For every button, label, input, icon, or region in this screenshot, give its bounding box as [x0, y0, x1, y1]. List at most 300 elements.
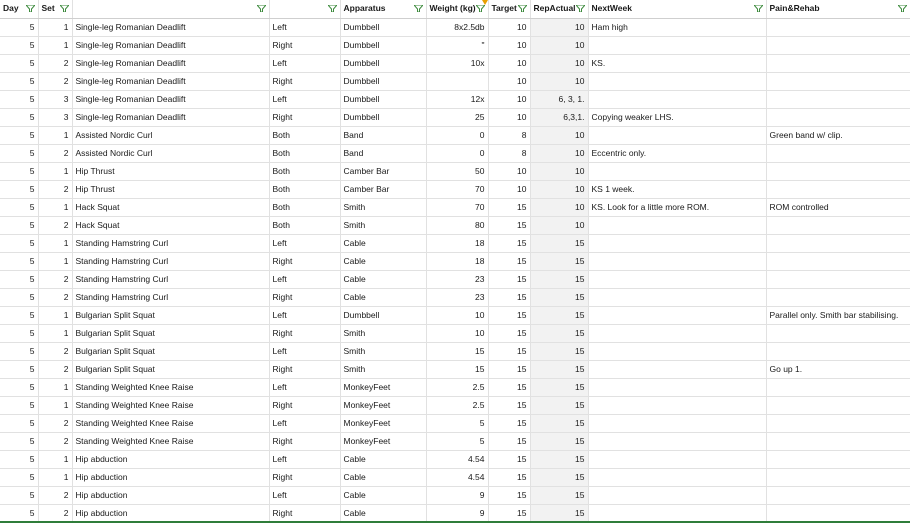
cell-next-week[interactable]: KS. [588, 54, 766, 72]
cell-exercise[interactable]: Single-leg Romanian Deadlift [72, 18, 269, 36]
cell-target[interactable]: 15 [488, 468, 530, 486]
cell-side[interactable]: Both [269, 216, 340, 234]
cell-next-week[interactable] [588, 450, 766, 468]
cell-set[interactable]: 2 [38, 72, 72, 90]
cell-day[interactable]: 5 [0, 342, 38, 360]
cell-exercise[interactable]: Bulgarian Split Squat [72, 324, 269, 342]
cell-exercise[interactable]: Assisted Nordic Curl [72, 144, 269, 162]
cell-pain-rehab[interactable] [766, 90, 910, 108]
cell-next-week[interactable]: Eccentric only. [588, 144, 766, 162]
cell-apparatus[interactable]: Dumbbell [340, 72, 426, 90]
cell-rep-actual[interactable]: 15 [530, 234, 588, 252]
cell-side[interactable]: Both [269, 162, 340, 180]
cell-day[interactable]: 5 [0, 108, 38, 126]
cell-set[interactable]: 2 [38, 144, 72, 162]
cell-set[interactable]: 1 [38, 324, 72, 342]
cell-rep-actual[interactable]: 15 [530, 252, 588, 270]
cell-target[interactable]: 10 [488, 72, 530, 90]
cell-day[interactable]: 5 [0, 252, 38, 270]
cell-set[interactable]: 2 [38, 180, 72, 198]
cell-set[interactable]: 1 [38, 18, 72, 36]
cell-side[interactable]: Right [269, 396, 340, 414]
cell-target[interactable]: 15 [488, 270, 530, 288]
cell-pain-rehab[interactable] [766, 378, 910, 396]
cell-target[interactable]: 15 [488, 324, 530, 342]
cell-weight[interactable]: 2.5 [426, 396, 488, 414]
cell-exercise[interactable]: Bulgarian Split Squat [72, 306, 269, 324]
cell-exercise[interactable]: Hip Thrust [72, 162, 269, 180]
cell-day[interactable]: 5 [0, 450, 38, 468]
cell-weight[interactable]: 80 [426, 216, 488, 234]
cell-set[interactable]: 2 [38, 342, 72, 360]
cell-set[interactable]: 1 [38, 252, 72, 270]
column-header-rep-actual[interactable] [530, 0, 588, 18]
cell-day[interactable]: 5 [0, 486, 38, 504]
column-header-day[interactable] [0, 0, 38, 18]
cell-set[interactable]: 3 [38, 90, 72, 108]
cell-apparatus[interactable]: Cable [340, 504, 426, 522]
cell-apparatus[interactable]: Smith [340, 342, 426, 360]
cell-exercise[interactable]: Standing Hamstring Curl [72, 234, 269, 252]
cell-exercise[interactable]: Standing Weighted Knee Raise [72, 414, 269, 432]
cell-day[interactable]: 5 [0, 288, 38, 306]
filter-icon[interactable] [60, 5, 69, 12]
cell-side[interactable]: Left [269, 234, 340, 252]
cell-rep-actual[interactable]: 15 [530, 396, 588, 414]
cell-side[interactable]: Right [269, 324, 340, 342]
cell-target[interactable]: 10 [488, 18, 530, 36]
cell-exercise[interactable]: Hip abduction [72, 450, 269, 468]
cell-rep-actual[interactable]: 6,3,1. [530, 108, 588, 126]
cell-rep-actual[interactable]: 10 [530, 54, 588, 72]
cell-day[interactable]: 5 [0, 468, 38, 486]
cell-rep-actual[interactable]: 10 [530, 36, 588, 54]
cell-set[interactable]: 1 [38, 378, 72, 396]
cell-apparatus[interactable]: Smith [340, 360, 426, 378]
cell-apparatus[interactable]: Smith [340, 324, 426, 342]
cell-pain-rehab[interactable]: Go up 1. [766, 360, 910, 378]
cell-next-week[interactable] [588, 72, 766, 90]
cell-set[interactable]: 1 [38, 468, 72, 486]
cell-next-week[interactable] [588, 342, 766, 360]
cell-exercise[interactable]: Hip abduction [72, 468, 269, 486]
cell-side[interactable]: Right [269, 36, 340, 54]
cell-next-week[interactable] [588, 486, 766, 504]
cell-pain-rehab[interactable] [766, 504, 910, 522]
cell-pain-rehab[interactable] [766, 252, 910, 270]
cell-pain-rehab[interactable] [766, 18, 910, 36]
cell-rep-actual[interactable]: 10 [530, 198, 588, 216]
cell-exercise[interactable]: Single-leg Romanian Deadlift [72, 108, 269, 126]
cell-exercise[interactable]: Single-leg Romanian Deadlift [72, 90, 269, 108]
column-header-exercise[interactable] [72, 0, 269, 18]
cell-rep-actual[interactable]: 10 [530, 216, 588, 234]
column-header-side[interactable] [269, 0, 340, 18]
cell-exercise[interactable]: Single-leg Romanian Deadlift [72, 36, 269, 54]
cell-exercise[interactable]: Standing Hamstring Curl [72, 252, 269, 270]
cell-apparatus[interactable]: Band [340, 144, 426, 162]
cell-day[interactable]: 5 [0, 36, 38, 54]
cell-weight[interactable]: 0 [426, 144, 488, 162]
cell-next-week[interactable] [588, 306, 766, 324]
cell-rep-actual[interactable]: 15 [530, 360, 588, 378]
cell-side[interactable]: Left [269, 486, 340, 504]
cell-target[interactable]: 10 [488, 90, 530, 108]
cell-rep-actual[interactable]: 15 [530, 378, 588, 396]
cell-side[interactable]: Left [269, 270, 340, 288]
cell-target[interactable]: 15 [488, 432, 530, 450]
cell-exercise[interactable]: Single-leg Romanian Deadlift [72, 72, 269, 90]
cell-set[interactable]: 2 [38, 360, 72, 378]
filter-icon[interactable] [898, 5, 907, 12]
cell-apparatus[interactable]: Cable [340, 252, 426, 270]
cell-rep-actual[interactable]: 15 [530, 414, 588, 432]
filter-icon[interactable] [328, 5, 337, 12]
cell-next-week[interactable] [588, 90, 766, 108]
column-header-apparatus[interactable] [340, 0, 426, 18]
column-header-set[interactable] [38, 0, 72, 18]
column-header-weight[interactable] [426, 0, 488, 18]
cell-rep-actual[interactable]: 10 [530, 144, 588, 162]
cell-next-week[interactable] [588, 468, 766, 486]
cell-set[interactable]: 2 [38, 486, 72, 504]
cell-pain-rehab[interactable] [766, 468, 910, 486]
cell-weight[interactable]: 5 [426, 432, 488, 450]
cell-target[interactable]: 15 [488, 504, 530, 522]
cell-rep-actual[interactable]: 15 [530, 432, 588, 450]
cell-weight[interactable]: 23 [426, 270, 488, 288]
cell-next-week[interactable]: KS. Look for a little more ROM. [588, 198, 766, 216]
cell-rep-actual[interactable]: 10 [530, 72, 588, 90]
cell-exercise[interactable]: Assisted Nordic Curl [72, 126, 269, 144]
cell-weight[interactable]: 4.54 [426, 468, 488, 486]
cell-weight[interactable]: 70 [426, 180, 488, 198]
cell-day[interactable]: 5 [0, 144, 38, 162]
cell-set[interactable]: 2 [38, 54, 72, 72]
cell-pain-rehab[interactable] [766, 432, 910, 450]
cell-next-week[interactable] [588, 360, 766, 378]
cell-exercise[interactable]: Hip abduction [72, 486, 269, 504]
cell-exercise[interactable]: Single-leg Romanian Deadlift [72, 54, 269, 72]
column-header-pain-rehab[interactable] [766, 0, 910, 18]
cell-target[interactable]: 15 [488, 198, 530, 216]
cell-target[interactable]: 15 [488, 216, 530, 234]
cell-pain-rehab[interactable] [766, 72, 910, 90]
cell-weight[interactable]: 2.5 [426, 378, 488, 396]
filter-icon[interactable] [257, 5, 266, 12]
cell-apparatus[interactable]: MonkeyFeet [340, 396, 426, 414]
cell-rep-actual[interactable]: 15 [530, 288, 588, 306]
cell-pain-rehab[interactable] [766, 486, 910, 504]
cell-side[interactable]: Right [269, 468, 340, 486]
cell-pain-rehab[interactable] [766, 162, 910, 180]
cell-day[interactable]: 5 [0, 162, 38, 180]
cell-pain-rehab[interactable] [766, 342, 910, 360]
cell-next-week[interactable]: Ham high [588, 18, 766, 36]
cell-set[interactable]: 2 [38, 216, 72, 234]
cell-day[interactable]: 5 [0, 54, 38, 72]
cell-side[interactable]: Left [269, 450, 340, 468]
cell-side[interactable]: Left [269, 378, 340, 396]
cell-pain-rehab[interactable] [766, 144, 910, 162]
cell-next-week[interactable] [588, 162, 766, 180]
cell-pain-rehab[interactable] [766, 234, 910, 252]
cell-target[interactable]: 15 [488, 342, 530, 360]
cell-rep-actual[interactable]: 6, 3, 1. [530, 90, 588, 108]
cell-exercise[interactable]: Standing Hamstring Curl [72, 270, 269, 288]
cell-next-week[interactable] [588, 126, 766, 144]
cell-apparatus[interactable]: Dumbbell [340, 90, 426, 108]
cell-rep-actual[interactable]: 15 [530, 486, 588, 504]
cell-weight[interactable]: 23 [426, 288, 488, 306]
cell-pain-rehab[interactable] [766, 180, 910, 198]
cell-day[interactable]: 5 [0, 306, 38, 324]
cell-exercise[interactable]: Hip abduction [72, 504, 269, 522]
cell-target[interactable]: 8 [488, 144, 530, 162]
cell-day[interactable]: 5 [0, 360, 38, 378]
cell-day[interactable]: 5 [0, 126, 38, 144]
cell-target[interactable]: 15 [488, 252, 530, 270]
filter-icon[interactable] [414, 5, 423, 12]
cell-next-week[interactable] [588, 504, 766, 522]
cell-day[interactable]: 5 [0, 180, 38, 198]
cell-set[interactable]: 1 [38, 306, 72, 324]
cell-set[interactable]: 1 [38, 162, 72, 180]
cell-side[interactable]: Right [269, 504, 340, 522]
cell-next-week[interactable] [588, 36, 766, 54]
cell-set[interactable]: 2 [38, 288, 72, 306]
cell-weight[interactable]: 18 [426, 252, 488, 270]
cell-target[interactable]: 15 [488, 450, 530, 468]
cell-target[interactable]: 10 [488, 162, 530, 180]
cell-weight[interactable]: 12x [426, 90, 488, 108]
cell-pain-rehab[interactable] [766, 54, 910, 72]
cell-weight[interactable]: 15 [426, 360, 488, 378]
cell-target[interactable]: 10 [488, 36, 530, 54]
cell-side[interactable]: Both [269, 126, 340, 144]
cell-rep-actual[interactable]: 10 [530, 126, 588, 144]
cell-next-week[interactable] [588, 378, 766, 396]
cell-rep-actual[interactable]: 10 [530, 18, 588, 36]
cell-target[interactable]: 15 [488, 414, 530, 432]
cell-set[interactable]: 1 [38, 126, 72, 144]
cell-apparatus[interactable]: Dumbbell [340, 108, 426, 126]
cell-apparatus[interactable]: Cable [340, 270, 426, 288]
cell-pain-rehab[interactable] [766, 108, 910, 126]
filter-icon[interactable] [476, 5, 485, 12]
cell-pain-rehab[interactable] [766, 450, 910, 468]
cell-weight[interactable]: 10x [426, 54, 488, 72]
cell-set[interactable]: 1 [38, 198, 72, 216]
cell-rep-actual[interactable]: 15 [530, 504, 588, 522]
cell-side[interactable]: Left [269, 90, 340, 108]
cell-target[interactable]: 15 [488, 234, 530, 252]
cell-pain-rehab[interactable] [766, 270, 910, 288]
cell-next-week[interactable] [588, 414, 766, 432]
cell-side[interactable]: Right [269, 252, 340, 270]
filter-icon[interactable] [754, 5, 763, 12]
cell-apparatus[interactable]: Band [340, 126, 426, 144]
cell-weight[interactable]: " [426, 36, 488, 54]
cell-day[interactable]: 5 [0, 72, 38, 90]
cell-target[interactable]: 15 [488, 378, 530, 396]
cell-weight[interactable]: 10 [426, 324, 488, 342]
cell-side[interactable]: Left [269, 54, 340, 72]
cell-side[interactable]: Right [269, 432, 340, 450]
cell-apparatus[interactable]: MonkeyFeet [340, 414, 426, 432]
cell-apparatus[interactable]: Cable [340, 450, 426, 468]
cell-weight[interactable]: 70 [426, 198, 488, 216]
cell-rep-actual[interactable]: 10 [530, 180, 588, 198]
cell-apparatus[interactable]: Cable [340, 486, 426, 504]
filter-icon[interactable] [576, 5, 585, 12]
cell-weight[interactable]: 9 [426, 486, 488, 504]
cell-rep-actual[interactable]: 10 [530, 162, 588, 180]
cell-pain-rehab[interactable] [766, 396, 910, 414]
cell-next-week[interactable] [588, 216, 766, 234]
cell-target[interactable]: 15 [488, 306, 530, 324]
cell-next-week[interactable] [588, 288, 766, 306]
cell-target[interactable]: 15 [488, 360, 530, 378]
cell-next-week[interactable] [588, 252, 766, 270]
cell-weight[interactable]: 8x2.5db [426, 18, 488, 36]
cell-target[interactable]: 10 [488, 180, 530, 198]
cell-weight[interactable]: 15 [426, 342, 488, 360]
cell-pain-rehab[interactable] [766, 324, 910, 342]
cell-side[interactable]: Left [269, 342, 340, 360]
column-header-target[interactable] [488, 0, 530, 18]
cell-exercise[interactable]: Hip Thrust [72, 180, 269, 198]
cell-exercise[interactable]: Hack Squat [72, 216, 269, 234]
cell-next-week[interactable] [588, 324, 766, 342]
cell-weight[interactable]: 25 [426, 108, 488, 126]
cell-side[interactable]: Both [269, 180, 340, 198]
cell-exercise[interactable]: Standing Hamstring Curl [72, 288, 269, 306]
cell-weight[interactable]: 10 [426, 306, 488, 324]
cell-side[interactable]: Right [269, 108, 340, 126]
cell-day[interactable]: 5 [0, 270, 38, 288]
cell-next-week[interactable]: Copying weaker LHS. [588, 108, 766, 126]
cell-apparatus[interactable]: Smith [340, 216, 426, 234]
cell-apparatus[interactable]: Dumbbell [340, 36, 426, 54]
cell-day[interactable]: 5 [0, 432, 38, 450]
cell-set[interactable]: 2 [38, 414, 72, 432]
cell-day[interactable]: 5 [0, 18, 38, 36]
cell-day[interactable]: 5 [0, 324, 38, 342]
cell-apparatus[interactable]: Cable [340, 234, 426, 252]
cell-weight[interactable]: 9 [426, 504, 488, 522]
cell-next-week[interactable] [588, 432, 766, 450]
cell-set[interactable]: 3 [38, 108, 72, 126]
cell-exercise[interactable]: Bulgarian Split Squat [72, 342, 269, 360]
cell-weight[interactable]: 5 [426, 414, 488, 432]
cell-rep-actual[interactable]: 15 [530, 270, 588, 288]
cell-side[interactable]: Both [269, 198, 340, 216]
cell-side[interactable]: Left [269, 414, 340, 432]
cell-apparatus[interactable]: Smith [340, 198, 426, 216]
cell-target[interactable]: 15 [488, 396, 530, 414]
cell-weight[interactable]: 18 [426, 234, 488, 252]
cell-next-week[interactable]: KS 1 week. [588, 180, 766, 198]
cell-exercise[interactable]: Hack Squat [72, 198, 269, 216]
cell-set[interactable]: 1 [38, 396, 72, 414]
cell-apparatus[interactable]: Cable [340, 468, 426, 486]
filter-icon[interactable] [518, 5, 527, 12]
cell-pain-rehab[interactable]: ROM controlled [766, 198, 910, 216]
cell-apparatus[interactable]: Dumbbell [340, 18, 426, 36]
cell-rep-actual[interactable]: 15 [530, 342, 588, 360]
cell-target[interactable]: 8 [488, 126, 530, 144]
cell-side[interactable]: Left [269, 18, 340, 36]
cell-side[interactable]: Right [269, 360, 340, 378]
cell-day[interactable]: 5 [0, 90, 38, 108]
cell-rep-actual[interactable]: 15 [530, 468, 588, 486]
cell-day[interactable]: 5 [0, 504, 38, 522]
cell-day[interactable]: 5 [0, 234, 38, 252]
cell-exercise[interactable]: Standing Weighted Knee Raise [72, 396, 269, 414]
cell-day[interactable]: 5 [0, 378, 38, 396]
cell-next-week[interactable] [588, 234, 766, 252]
cell-apparatus[interactable]: MonkeyFeet [340, 432, 426, 450]
cell-target[interactable]: 10 [488, 108, 530, 126]
cell-rep-actual[interactable]: 15 [530, 450, 588, 468]
cell-apparatus[interactable]: Camber Bar [340, 180, 426, 198]
cell-next-week[interactable] [588, 396, 766, 414]
cell-side[interactable]: Both [269, 144, 340, 162]
cell-pain-rehab[interactable]: Parallel only. Smith bar stabilising. [766, 306, 910, 324]
cell-apparatus[interactable]: MonkeyFeet [340, 378, 426, 396]
cell-weight[interactable]: 4.54 [426, 450, 488, 468]
cell-side[interactable]: Left [269, 306, 340, 324]
cell-weight[interactable]: 0 [426, 126, 488, 144]
cell-exercise[interactable]: Bulgarian Split Squat [72, 360, 269, 378]
cell-exercise[interactable]: Standing Weighted Knee Raise [72, 378, 269, 396]
cell-set[interactable]: 1 [38, 234, 72, 252]
cell-rep-actual[interactable]: 15 [530, 324, 588, 342]
cell-apparatus[interactable]: Camber Bar [340, 162, 426, 180]
cell-weight[interactable] [426, 72, 488, 90]
cell-set[interactable]: 2 [38, 504, 72, 522]
cell-weight[interactable]: 50 [426, 162, 488, 180]
cell-apparatus[interactable]: Dumbbell [340, 306, 426, 324]
cell-next-week[interactable] [588, 270, 766, 288]
cell-pain-rehab[interactable]: Green band w/ clip. [766, 126, 910, 144]
cell-pain-rehab[interactable] [766, 414, 910, 432]
cell-day[interactable]: 5 [0, 414, 38, 432]
cell-set[interactable]: 1 [38, 36, 72, 54]
cell-side[interactable]: Right [269, 288, 340, 306]
cell-pain-rehab[interactable] [766, 216, 910, 234]
cell-rep-actual[interactable]: 15 [530, 306, 588, 324]
cell-apparatus[interactable]: Cable [340, 288, 426, 306]
cell-apparatus[interactable]: Dumbbell [340, 54, 426, 72]
cell-set[interactable]: 1 [38, 450, 72, 468]
cell-day[interactable]: 5 [0, 396, 38, 414]
cell-day[interactable]: 5 [0, 198, 38, 216]
cell-exercise[interactable]: Standing Weighted Knee Raise [72, 432, 269, 450]
cell-target[interactable]: 10 [488, 54, 530, 72]
cell-pain-rehab[interactable] [766, 36, 910, 54]
column-header-next-week[interactable] [588, 0, 766, 18]
cell-set[interactable]: 2 [38, 432, 72, 450]
cell-set[interactable]: 2 [38, 270, 72, 288]
cell-target[interactable]: 15 [488, 486, 530, 504]
cell-target[interactable]: 15 [488, 288, 530, 306]
filter-icon[interactable] [26, 5, 35, 12]
cell-pain-rehab[interactable] [766, 288, 910, 306]
cell-side[interactable]: Right [269, 72, 340, 90]
cell-day[interactable]: 5 [0, 216, 38, 234]
